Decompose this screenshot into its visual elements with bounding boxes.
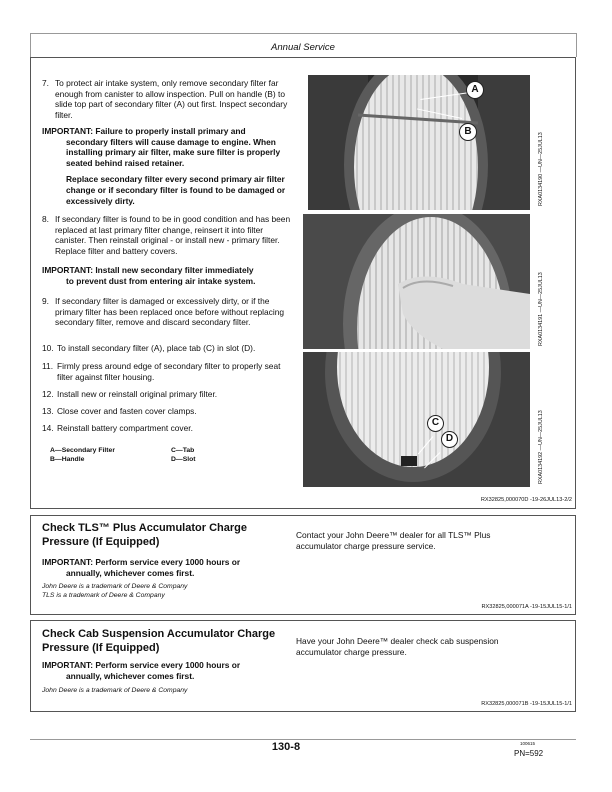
step-9: 9. If secondary filter is damaged or excessively dirty, or if the primary filter has been replaced once before without replacing secondary filter, remove and discard secondary filter. [42,296,285,328]
tls-title: Check TLS™ Plus Accumulator Charge Pressure (If Equipped) [42,522,247,548]
header-top-rule [30,33,576,34]
callout-c: C [427,415,444,432]
footer-rule [30,739,576,740]
step-11: 11. Firmly press around edge of secondary filter to properly seat filter against filter housing. [42,361,281,382]
important-new-filter: IMPORTANT: Install new secondary filter immediately to prevent dust from entering air intake system. [42,265,256,286]
header-right-rule [576,33,577,57]
footer-pn: PN=592 [514,749,544,758]
section-title: Annual Service [271,42,335,53]
image-code-2: RXA0134191 —UN—25JUL13 [538,272,544,346]
image-code-3: RXA0134192 —UN—25JUL13 [538,410,544,484]
cab-title: Check Cab Suspension Accumulator Charge Pressure (If Equipped) [42,628,276,654]
cab-ref: RX32825,000071B -19-15JUL15-1/1 [481,701,572,707]
legend-b: B—Handle [50,456,85,463]
step-10: 10. To install secondary filter (A), place tab (C) in slot (D). [42,343,256,353]
important-install-filters: IMPORTANT: Failure to properly install primary and secondary filters will cause damage to engine. When installing primary air filter, make sure filter is properly seated behind raised retainer. Replace secondary filter every second primary air filter change or if secondary filter is found to be damaged or excessively dirty. [42,126,286,206]
callout-a: A [466,81,484,99]
step-7: 7. To protect air intake system, only remove secondary filter far enough from canister to allow inspection. Pull on handle (B) to slide top part of secondary filter (A) out first. Inspect secondary filter. [42,78,288,120]
tls-trademark-2: TLS is a trademark of Deere & Company [42,592,165,599]
legend-c: C—Tab [171,447,195,454]
image-code-1: RXA0134190 —UN—25JUL13 [538,132,544,206]
legend-a: A—Secondary Filter [50,447,115,454]
legend-d: D—Slot [171,456,196,463]
cab-important: IMPORTANT: Perform service every 1000 hours or annually, whichever comes first. [42,660,241,681]
photo-secondary-filter-removal [303,214,530,349]
step-12: 12. Install new or reinstall original primary filter. [42,389,218,399]
step-14: 14. Reinstall battery compartment cover. [42,423,193,433]
tls-trademark-1: John Deere is a trademark of Deere & Company [42,583,188,590]
photo-secondary-filter-inspection [308,75,530,210]
tls-body: Contact your John Deere™ dealer for all TLS™ Plus accumulator charge pressure service. [296,530,491,551]
cab-body: Have your John Deere™ dealer check cab suspension accumulator charge pressure. [296,636,499,657]
cab-trademark-1: John Deere is a trademark of Deere & Company [42,687,188,694]
callout-b: B [459,123,477,141]
photo-secondary-filter-install [303,352,530,487]
step-8: 8. If secondary filter is found to be in good condition and has been replaced at last primary filter change, reinsert it into filter canister. Then reinstall original - or install new - primary filter. Replace filter and battery covers. [42,214,291,256]
footer-small-code: 100615 [520,741,536,746]
section1-ref: RX32825,000070D -19-26JUL13-2/2 [480,497,572,503]
callout-d: D [441,431,458,448]
tls-ref: RX32825,000071A -19-15JUL15-1/1 [481,604,572,610]
tls-important: IMPORTANT: Perform service every 1000 hours or annually, whichever comes first. [42,557,241,578]
page-number: 130-8 [271,741,301,753]
step-13: 13. Close cover and fasten cover clamps. [42,406,197,416]
